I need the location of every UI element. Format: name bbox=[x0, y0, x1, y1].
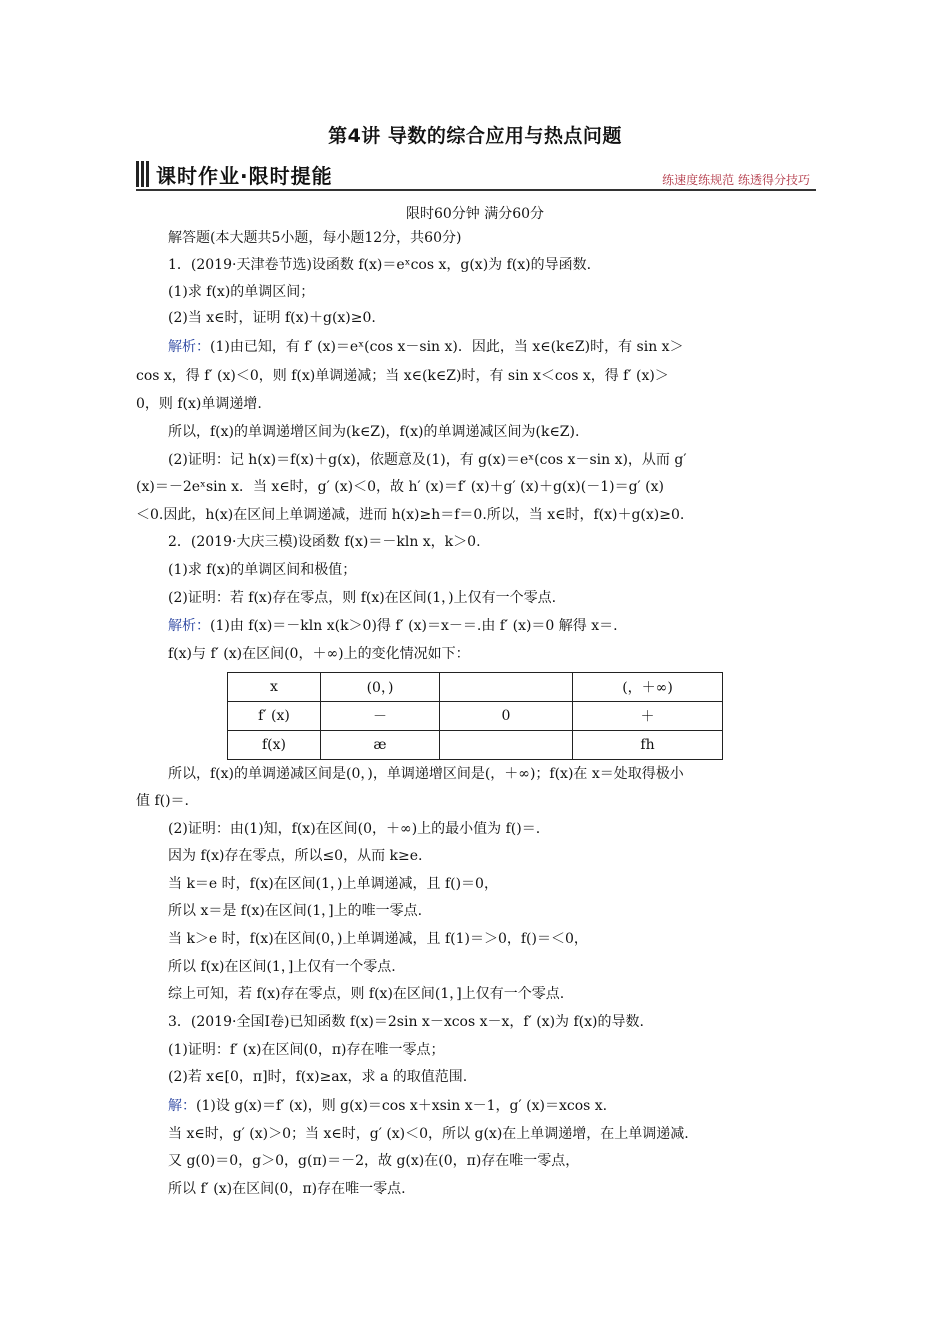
text-line: cos x，得 f′ (x)＜0，则 f(x)单调递减；当 x∈(k∈Z)时，有 sin x＜cos x，得 f′ (x)＞ bbox=[136, 368, 669, 384]
text-line: (x)＝－2eˣsin x．当 x∈时，g′ (x)＜0，故 h′ (x)＝f′ (x)＋g′ (x)＋g(x)(－1)＝g′ (x) bbox=[136, 479, 664, 495]
text-line: 解析：(1)由 f(x)＝－kln x(k＞0)得 f′ (x)＝x－＝.由 f′ (x)＝0 解得 x＝. bbox=[168, 618, 618, 634]
variation-table bbox=[227, 672, 723, 760]
banner-bars-decoration bbox=[136, 161, 150, 187]
text-line: 解：(1)设 g(x)＝f′ (x)，则 g(x)＝cos x＋xsin x－1，g′ (x)＝xcos x. bbox=[168, 1098, 608, 1114]
text-line: ＜0.因此，h(x)在区间上单调递减，进而 h(x)≥h＝f＝0.所以，当 x∈时，f(x)＋g(x)≥0. bbox=[136, 507, 685, 523]
text-line: 综上可知，若 f(x)存在零点，则 f(x)在区间(1，]上仅有一个零点. bbox=[168, 986, 565, 1002]
page-title: 第4讲 导数的综合应用与热点问题 bbox=[328, 125, 622, 147]
table-cell: æ bbox=[321, 731, 440, 760]
table-cell bbox=[440, 673, 573, 702]
table-cell: － bbox=[321, 702, 440, 731]
table-cell: (，＋∞) bbox=[573, 673, 723, 702]
text-line: 所以 f(x)在区间(1，]上仅有一个零点. bbox=[168, 959, 396, 975]
answer-label: 解： bbox=[168, 1098, 196, 1114]
text-line: (2)证明：若 f(x)存在零点，则 f(x)在区间(1，)上仅有一个零点. bbox=[168, 590, 557, 606]
text-line: 所以 x＝是 f(x)在区间(1，]上的唯一零点. bbox=[168, 903, 423, 919]
text-line: (2)若 x∈[0，π]时，f(x)≥ax，求 a 的取值范围. bbox=[168, 1069, 468, 1085]
text-line: 值 f()＝. bbox=[136, 793, 190, 809]
text-line: 0，则 f(x)单调递增. bbox=[136, 396, 262, 412]
table-cell: f′ (x) bbox=[228, 702, 321, 731]
text-line: f(x)与 f′ (x)在区间(0，＋∞)上的变化情况如下： bbox=[168, 646, 470, 662]
text-line: 解答题(本大题共5小题，每小题12分，共60分) bbox=[168, 230, 462, 246]
text-line: 解析：(1)由已知，有 f′ (x)＝eˣ(cos x－sin x)．因此，当 x∈(k∈Z)时，有 sin x＞ bbox=[168, 339, 684, 355]
text-line: (1)证明：f′ (x)在区间(0，π)存在唯一零点； bbox=[168, 1042, 445, 1058]
text-line: (2)证明：由(1)知，f(x)在区间(0，＋∞)上的最小值为 f()＝. bbox=[168, 821, 541, 837]
text-line: 所以，f(x)的单调递增区间为(k∈Z)，f(x)的单调递减区间为(k∈Z). bbox=[168, 424, 580, 440]
table-cell: (0，) bbox=[321, 673, 440, 702]
text-line: 当 x∈时，g′ (x)＞0；当 x∈时，g′ (x)＜0，所以 g(x)在上单调递增，在上单调递减. bbox=[168, 1126, 689, 1142]
table-cell: f(x) bbox=[228, 731, 321, 760]
table-cell: fh bbox=[573, 731, 723, 760]
text-line: 当 k＝e 时，f(x)在区间(1，)上单调递减，且 f()＝0， bbox=[168, 876, 498, 892]
text-line: 3．(2019·全国Ⅰ卷)已知函数 f(x)＝2sin x－xcos x－x，f′ (x)为 f(x)的导数. bbox=[168, 1014, 644, 1030]
table-cell: x bbox=[228, 673, 321, 702]
text-line: 当 k＞e 时，f(x)在区间(0，)上单调递减，且 f(1)＝＞0，f()＝＜0， bbox=[168, 931, 588, 947]
answer-label: 解析： bbox=[168, 618, 210, 634]
banner-slogan: 练速度练规范 练透得分技巧 bbox=[662, 173, 810, 187]
answer-label: 解析： bbox=[168, 339, 210, 355]
text-line: (2)当 x∈时，证明 f(x)＋g(x)≥0. bbox=[168, 310, 376, 326]
text-line: 1．(2019·天津卷节选)设函数 f(x)＝eˣcos x，g(x)为 f(x)的导函数. bbox=[168, 257, 592, 273]
time-limit: 限时60分钟 满分60分 bbox=[405, 206, 545, 222]
table-cell: ＋ bbox=[573, 702, 723, 731]
table-cell bbox=[440, 731, 573, 760]
table-row bbox=[228, 702, 723, 731]
banner-underline bbox=[136, 189, 816, 191]
table-cell: 0 bbox=[440, 702, 573, 731]
text-line: (1)求 f(x)的单调区间和极值； bbox=[168, 562, 357, 578]
text-line: 又 g(0)＝0，g＞0，g(π)＝－2，故 g(x)在(0，π)存在唯一零点， bbox=[168, 1153, 580, 1169]
text-line: (2)证明：记 h(x)＝f(x)＋g(x)，依题意及(1)，有 g(x)＝eˣ(cos x－sin x)，从而 g′ bbox=[168, 452, 687, 468]
text-line: (1)求 f(x)的单调区间； bbox=[168, 284, 315, 300]
text-line: 因为 f(x)存在零点，所以≤0，从而 k≥e. bbox=[168, 848, 423, 864]
text-line: 2．(2019·大庆三模)设函数 f(x)＝－kln x，k＞0. bbox=[168, 534, 481, 550]
banner-title: 课时作业·限时提能 bbox=[156, 164, 333, 188]
table-row bbox=[228, 673, 723, 702]
section-banner bbox=[136, 158, 816, 192]
text-line: 所以 f′ (x)在区间(0，π)存在唯一零点. bbox=[168, 1181, 406, 1197]
text-line: 所以，f(x)的单调递减区间是(0，)，单调递增区间是(，＋∞)；f(x)在 x＝处取得极小 bbox=[168, 766, 684, 782]
table-row bbox=[228, 731, 723, 760]
